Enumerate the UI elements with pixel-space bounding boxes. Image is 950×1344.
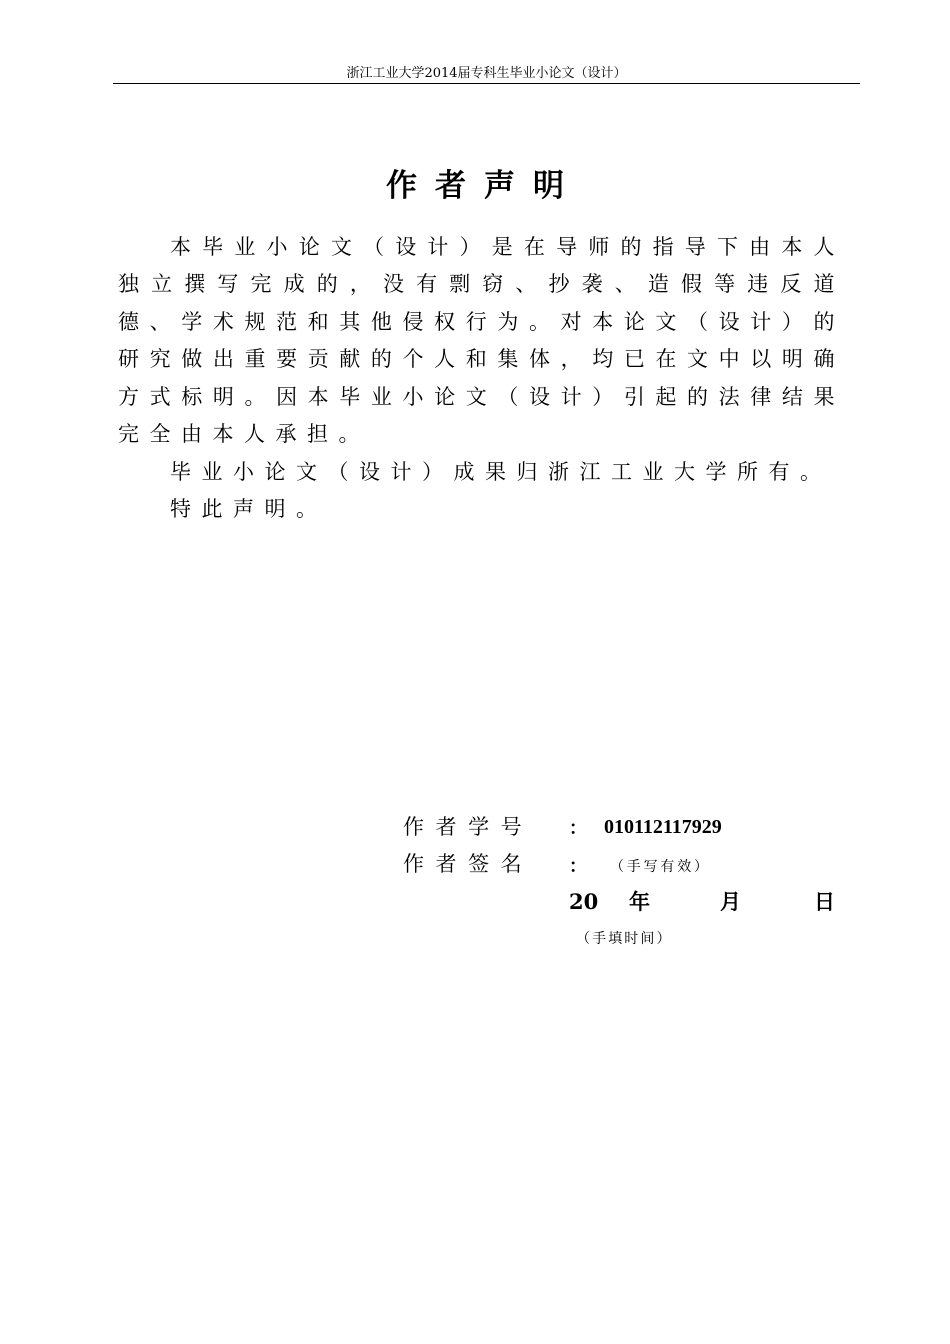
date-row	[569, 886, 839, 918]
student-id-label: 作者学号	[403, 815, 534, 839]
date-year: 20	[569, 889, 599, 914]
date-year-unit: 年	[629, 889, 650, 914]
student-id-colon: ：	[569, 818, 587, 839]
header-rule	[113, 83, 860, 84]
student-id-value: 010112117929	[604, 816, 722, 838]
page-header: 浙江工业大学2014届专科生毕业小论文（设计）	[346, 66, 627, 81]
date-month-unit: 月	[720, 889, 741, 914]
declaration-paragraph-2: 毕业小论文（设计）成果归浙江工业大学所有。	[170, 460, 832, 484]
handwritten-note: （手写有效）	[610, 859, 711, 875]
date-day-unit: 日	[814, 889, 835, 914]
author-signature-colon: ：	[569, 856, 587, 877]
date-note: （手填时间）	[576, 931, 673, 947]
page-title: 作者声明	[386, 168, 582, 204]
declaration-paragraph-3: 特此声明。	[170, 497, 328, 521]
author-signature-label: 作者签名	[403, 852, 534, 876]
declaration-paragraph-1: 本毕业小论文（设计）是在导师的指导下由本人独立撰写完成的，没有剽窃、抄袭、造假等违反道德、学术规范和其他侵权行为。对本论文（设计）的研究做出重要贡献的个人和集体，均已在文中以明确方式标明。因本毕业小论文（设计）引起的法律结果完全由本人承担。	[118, 235, 845, 447]
